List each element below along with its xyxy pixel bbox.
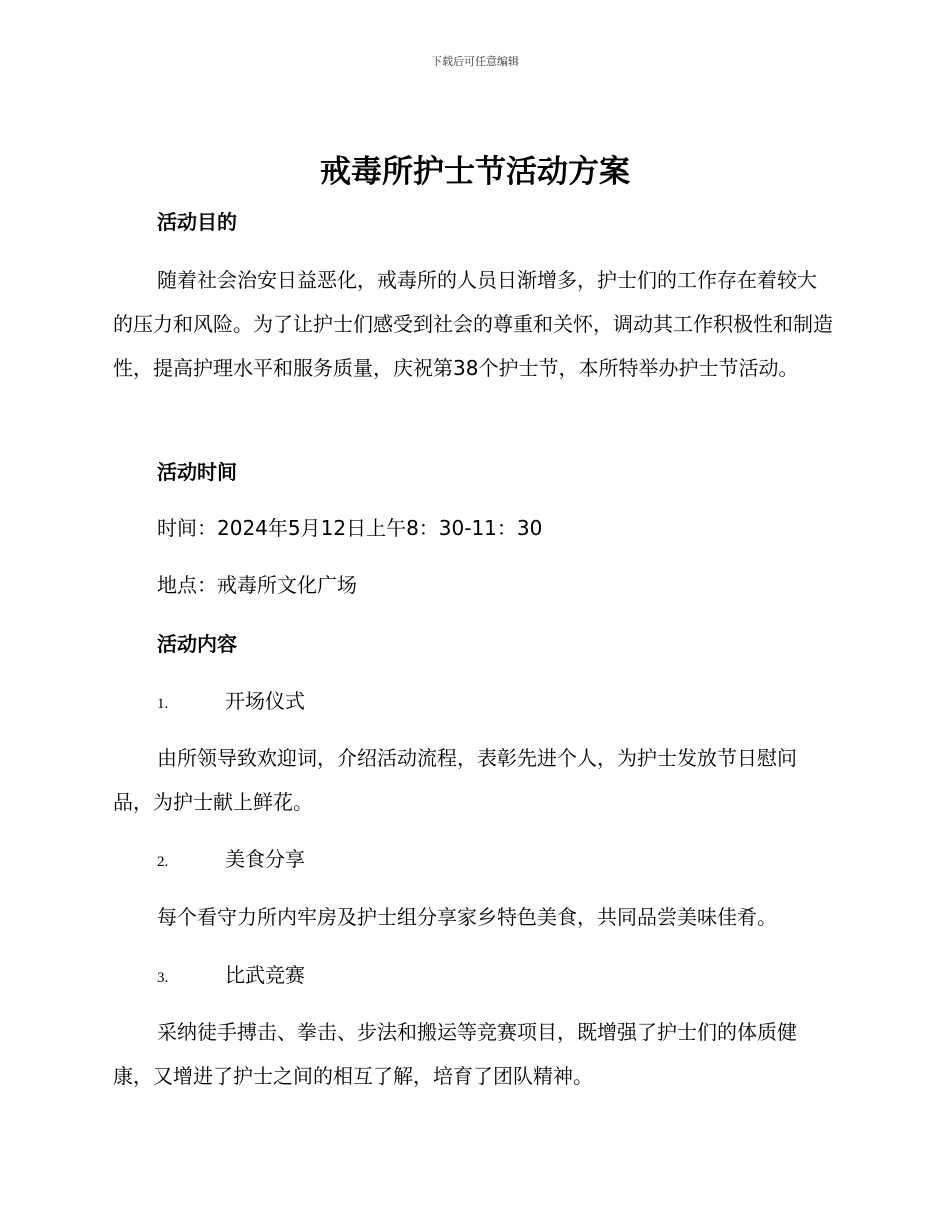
page-header-note: 下载后可任意编辑 bbox=[431, 55, 519, 68]
section-heading-purpose: 活动目的 bbox=[157, 210, 237, 234]
list-item-number: 1. bbox=[157, 696, 169, 712]
place-line: 地点：戒毒所文化广场 bbox=[157, 573, 357, 597]
list-item-label: 开场仪式 bbox=[225, 689, 305, 713]
list-item-3 bbox=[157, 961, 305, 989]
list-item-description: 采纳徒手搏击、拳击、步法和搬运等竞赛项目，既增强了护士们的体质健康，又增进了护士之间的相互了解，培育了团队精神。 bbox=[113, 1020, 797, 1088]
list-item-number: 2. bbox=[157, 854, 169, 870]
list-item-label: 美食分享 bbox=[225, 847, 305, 871]
list-item-label: 比武竞赛 bbox=[225, 963, 305, 987]
document-title: 戒毒所护士节活动方案 bbox=[320, 154, 630, 190]
list-item-number: 3. bbox=[157, 970, 169, 986]
section-heading-time: 活动时间 bbox=[157, 460, 237, 484]
list-item-description: 每个看守力所内牢房及护士组分享家乡特色美食，共同品尝美味佳肴。 bbox=[157, 905, 777, 929]
list-item-2 bbox=[157, 845, 305, 873]
purpose-paragraph: 随着社会治安日益恶化，戒毒所的人员日渐增多，护士们的工作存在着较大的压力和风险。为了让护士们感受到社会的尊重和关怀，调动其工作积极性和制造性，提高护理水平和服务质量，庆祝第38个护士节，本所特举办护士节活动。 bbox=[113, 268, 833, 380]
section-heading-content: 活动内容 bbox=[157, 632, 237, 656]
list-item-1 bbox=[157, 687, 305, 715]
list-item-description: 由所领导致欢迎词，介绍活动流程，表彰先进个人，为护士发放节日慰问品，为护士献上鲜花。 bbox=[113, 746, 797, 814]
time-line: 时间：2024年5月12日上午8：30-11：30 bbox=[157, 516, 543, 540]
